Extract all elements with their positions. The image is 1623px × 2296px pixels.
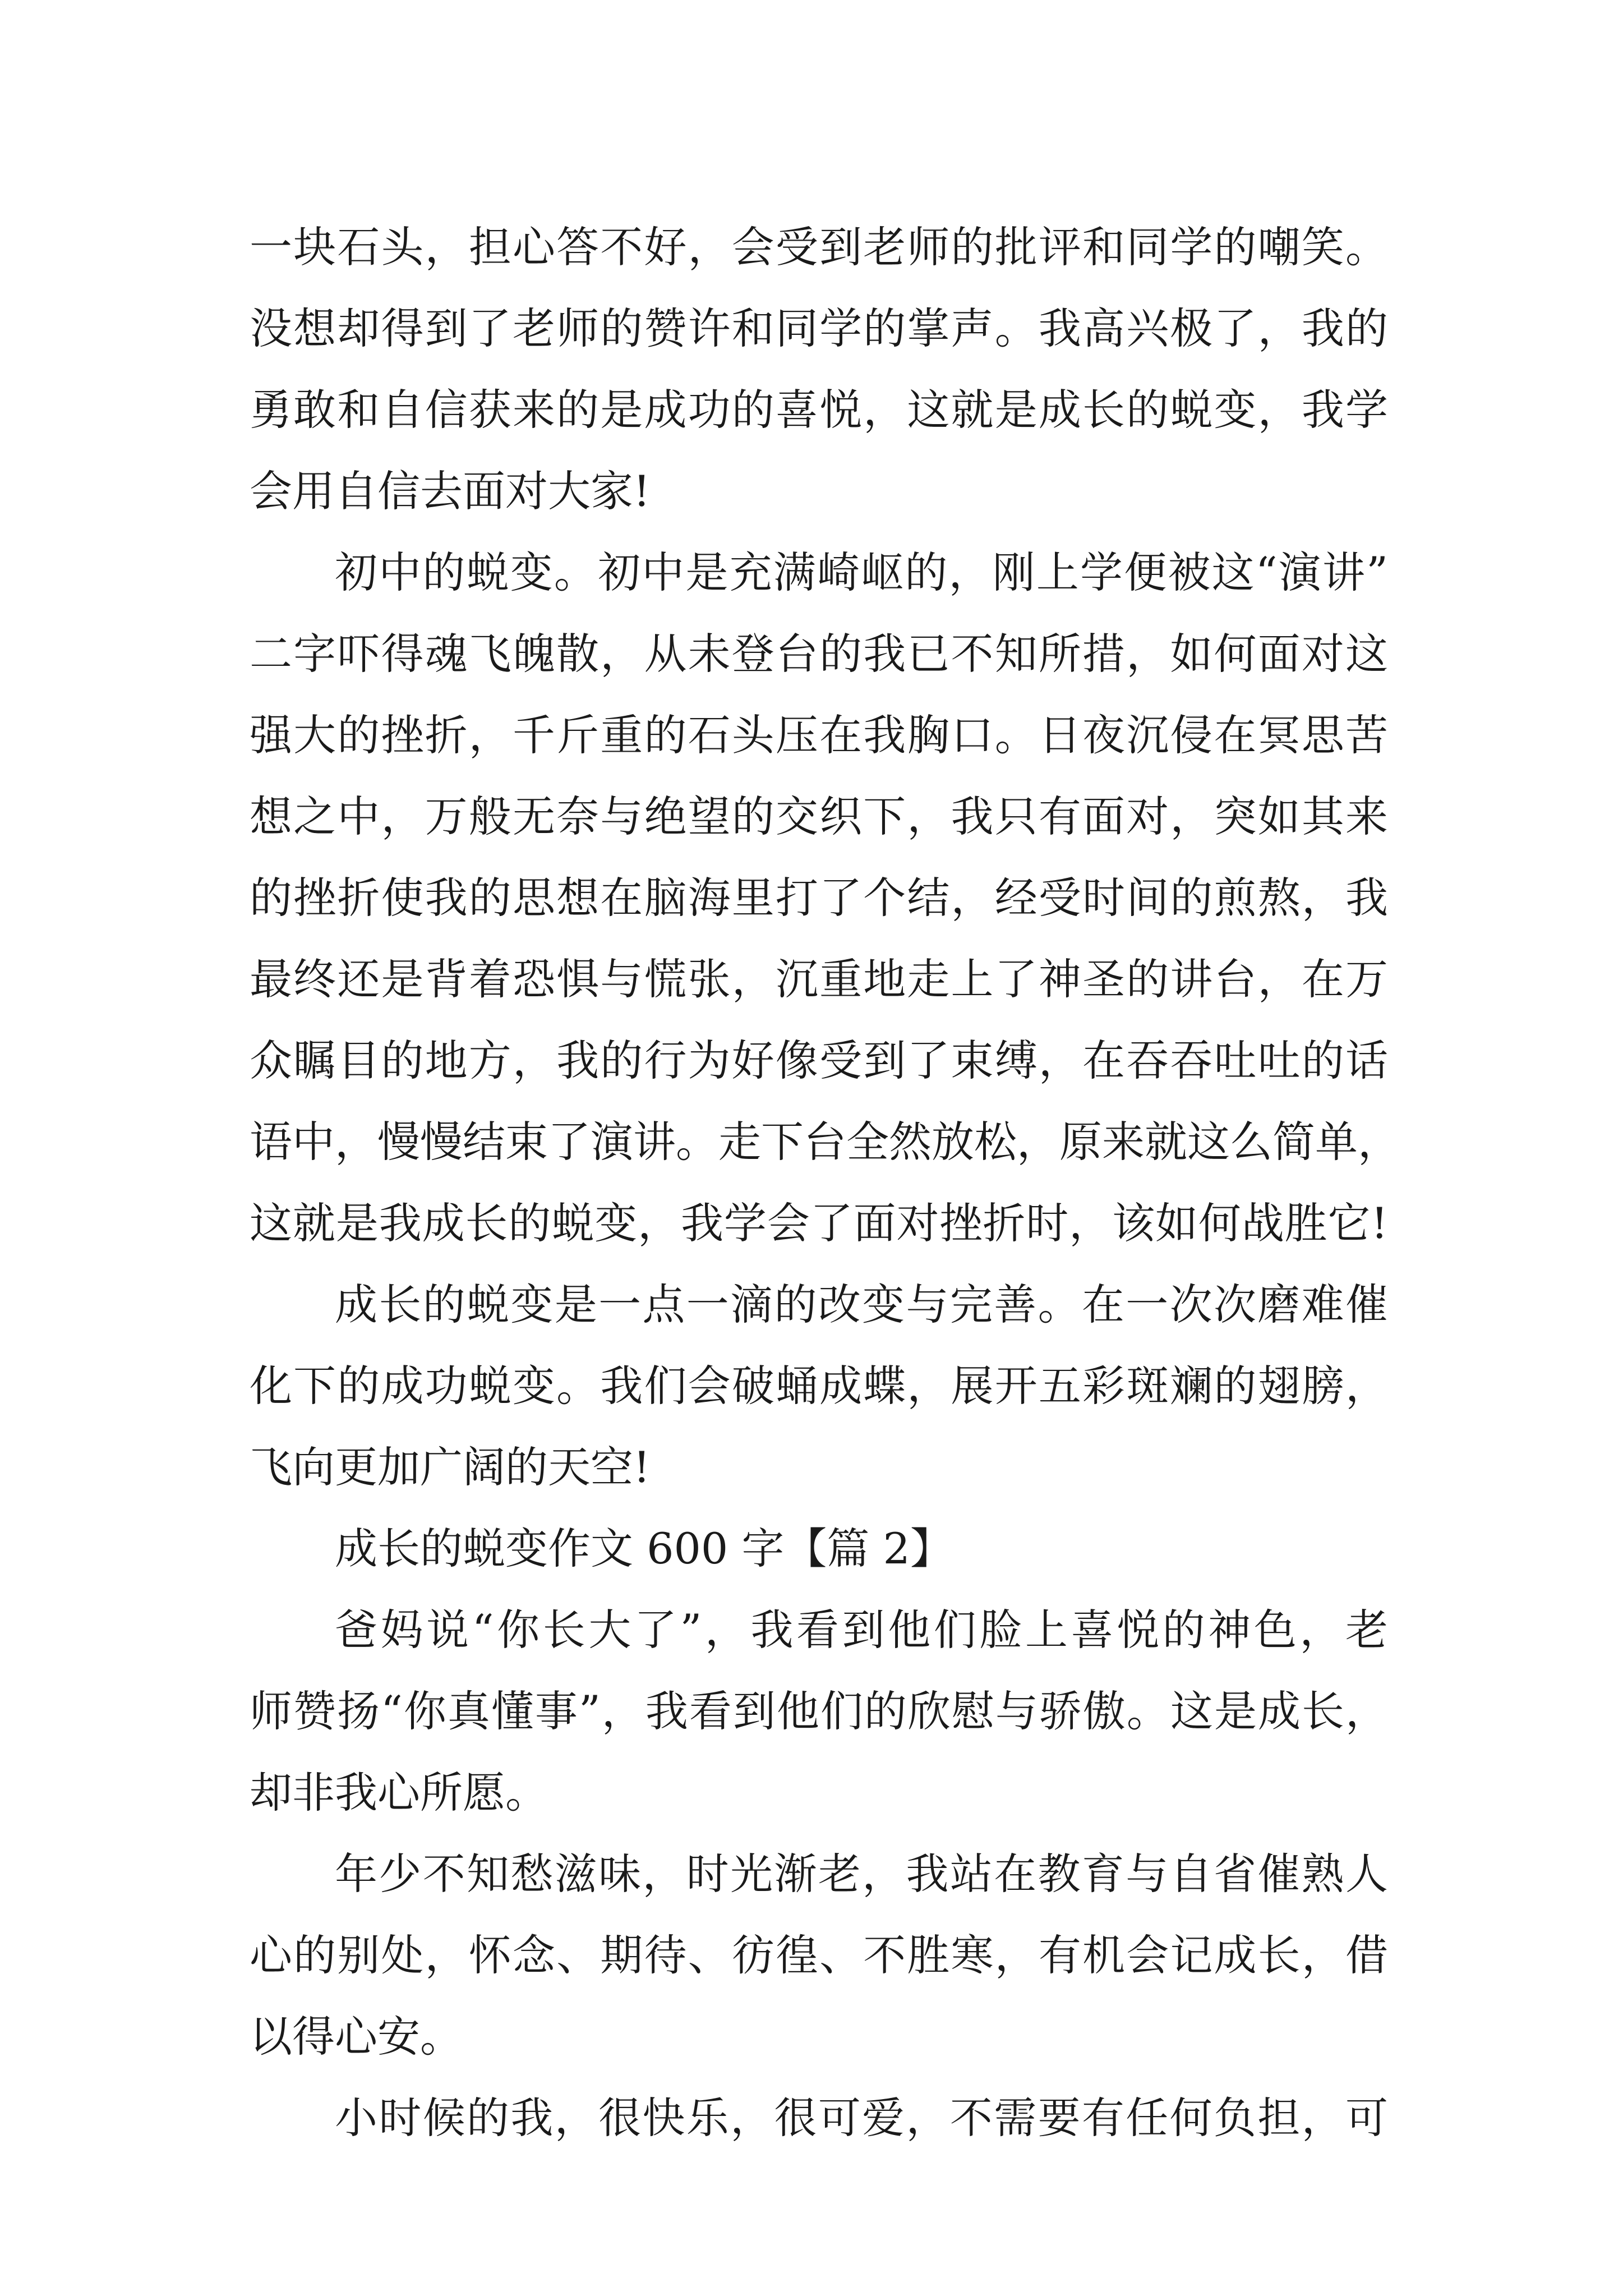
text-line: 一块石头，担心答不好，会受到老师的批评和同学的嘲笑。 (250, 222, 1388, 272)
text-line: 强大的挫折，千斤重的石头压在我胸口。日夜沉侵在冥思苦 (250, 710, 1388, 760)
paragraph-start-line: 年少不知愁滋味，时光渐老，我站在教育与自省催熟人 (335, 1849, 1388, 1899)
text-line: 却非我心所愿。 (250, 1768, 548, 1818)
paragraph-start-line: 初中的蜕变。初中是充满崎岖的，刚上学便被这“演讲” (335, 547, 1388, 597)
text-line: 最终还是背着恐惧与慌张，沉重地走上了神圣的讲台，在万 (250, 954, 1388, 1004)
text-line: 众瞩目的地方，我的行为好像受到了束缚，在吞吞吐吐的话 (250, 1036, 1388, 1085)
essay-body (250, 206, 1400, 2159)
text-line: 飞向更加广阔的天空! (250, 1442, 651, 1492)
text-line: 没想却得到了老师的赞许和同学的掌声。我高兴极了，我的 (250, 303, 1388, 353)
text-line: 化下的成功蜕变。我们会破蛹成蝶，展开五彩斑斓的翅膀， (250, 1361, 1388, 1411)
text-line: 的挫折使我的思想在脑海里打了个结，经受时间的煎熬，我 (250, 873, 1388, 923)
text-line: 这就是我成长的蜕变，我学会了面对挫折时，该如何战胜它! (250, 1198, 1388, 1248)
text-line: 二字吓得魂飞魄散，从未登台的我已不知所措，如何面对这 (250, 629, 1388, 679)
paragraph-start-line: 成长的蜕变是一点一滴的改变与完善。在一次次磨难催 (335, 1280, 1388, 1329)
paragraph-start-line: 小时候的我，很快乐，很可爱，不需要有任何负担，可 (335, 2093, 1388, 2143)
text-line: 以得心安。 (250, 2012, 463, 2062)
text-line: 勇敢和自信获来的是成功的喜悦，这就是成长的蜕变，我学 (250, 385, 1388, 435)
section-heading: 成长的蜕变作文 600 字【篇 2】 (335, 1524, 953, 1573)
text-line: 语中，慢慢结束了演讲。走下台全然放松，原来就这么简单， (250, 1117, 1400, 1167)
text-line: 会用自信去面对大家! (250, 466, 651, 516)
text-line: 师赞扬“你真懂事”，我看到他们的欣慰与骄傲。这是成长， (250, 1686, 1388, 1736)
paragraph-start-line: 爸妈说“你长大了”，我看到他们脸上喜悦的神色，老 (335, 1605, 1388, 1655)
text-line: 心的别处，怀念、期待、彷徨、不胜寒，有机会记成长，借 (250, 1930, 1388, 1980)
text-line: 想之中，万般无奈与绝望的交织下，我只有面对，突如其来 (250, 792, 1388, 841)
